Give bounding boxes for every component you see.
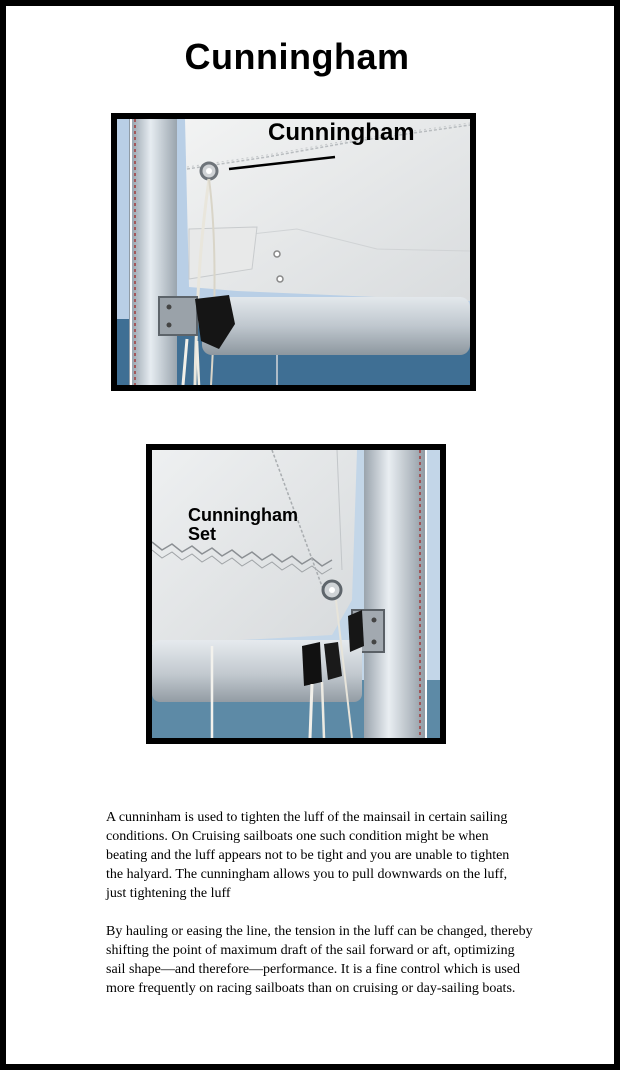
cunningham-photo — [111, 113, 476, 391]
paragraph-tension: By hauling or easing the line, the tension in the luff can be changed, thereby shifting the point of maximum draft of the sail forward or aft, optimizing sail shape—and therefore—performance. It is a fine control which is used more frequently on racing sailboats than on cruising or day-sailing boats. — [106, 924, 533, 996]
cunningham-photo-illustration — [117, 119, 470, 385]
paragraph-definition: A cunninham is used to tighten the luff of the mainsail in certain sailing conditions. On Cruising sailboats one such condition might be when beating and the luff appears not to be tight and you are unable to tighten the halyard. The cunningham allows you to pull downwards on the luff, just tightening the luff — [106, 810, 510, 901]
cunningham-label: Cunningham — [268, 119, 415, 146]
cunningham-set-label — [188, 506, 348, 544]
cunningham-set-label-line-2: Set — [188, 523, 217, 544]
cunningham-set-photo — [146, 444, 446, 744]
cunningham-set-label-line-1: Cunningham — [188, 505, 298, 525]
page-title: Cunningham — [184, 36, 410, 77]
cunningham-set-photo-illustration — [152, 450, 440, 738]
